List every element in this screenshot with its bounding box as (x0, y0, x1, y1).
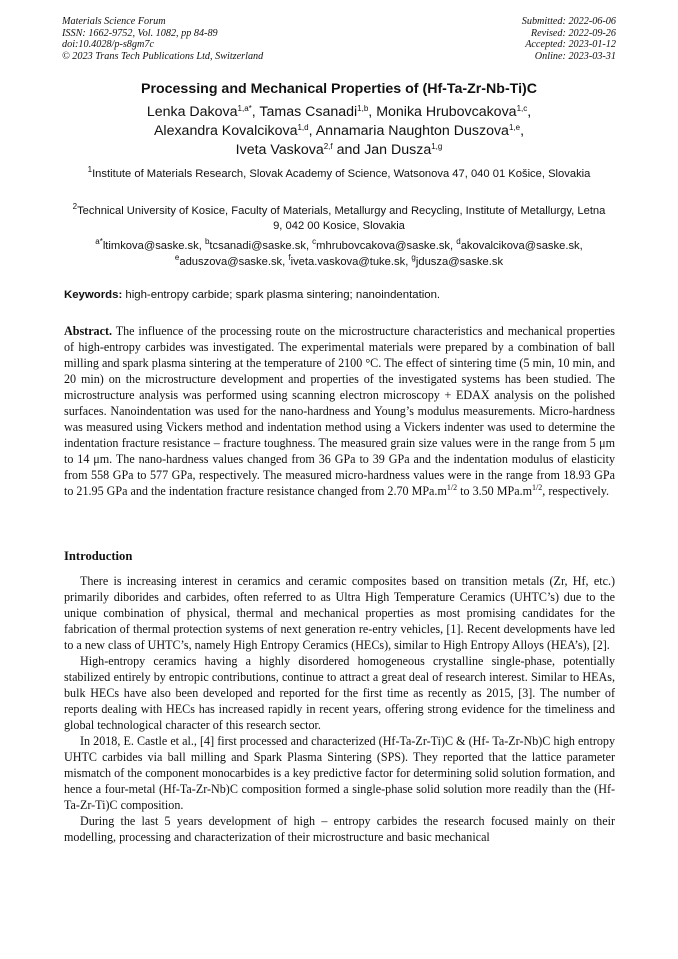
author: Tamas Csanadi$^{1,b}$ (259, 104, 369, 120)
email-link[interactable]: $^{a*}$ltimkova@saske.sk (95, 237, 199, 252)
affiliation-1: $^1$Institute of Materials Research, Slovak Academy of Science, Watsonova 47, 040 01 Košice, Slovakia (87, 165, 591, 180)
email-link[interactable]: $^d$akovalcikova@saske.sk (456, 237, 580, 252)
author: Monika Hrubovcakova$^{1,c}$ (376, 104, 528, 120)
journal-name: Materials Science Forum (62, 16, 166, 27)
paper-title: Processing and Mechanical Properties of (Hf-Ta-Zr-Nb-Ti)C (141, 81, 537, 97)
email-list: $^{a*}$ltimkova@saske.sk, $^b$tcsanadi@saske.sk, $^c$mhrubovcakova@saske.sk, $^d$akovalcikova@saske.sk, $^e$aduszova@saske.sk, $^f$iveta.vaskova@tuke.sk, $^g$jdusza@saske.sk (95, 237, 583, 268)
keywords (64, 289, 624, 301)
journal-header (62, 16, 263, 62)
abstract-label: Abstract. (64, 324, 113, 338)
author-list: Lenka Dakova$^{1,a*}$, Tamas Csanadi$^{1,b}$, Monika Hrubovcakova$^{1,c}$, Alexandra Kovalcikova$^{1,d}$, Annamaria Naughton Duszova$^{1,e}$, Iveta Vaskova$^{2,f}$ and Jan Dusza$^{1,g}$ (146, 104, 532, 158)
email-link[interactable]: $^c$mhrubovcakova@saske.sk (312, 237, 451, 252)
journal-doi[interactable]: doi:10.4028/p-s8gm7c (62, 39, 154, 51)
email-link[interactable]: $^b$tcsanadi@saske.sk (204, 237, 306, 252)
abstract-body: The influence of the processing route on the microstructure characteristics and mechanical properties of high-entropy carbides was investigated. The experimental materials were prepared by a combination of ball milling and spark plasma sintering at the temperature of 2100 °C. The effect of sintering time (5 min, 10 min, and 20 min) on the microstructure development and properties of the investigated systems has been studied. The microstructure analysis was performed using scanning electron microscopy + EDAX analysis on the polished surfaces. Nanoindentation was used for the nano-hardness and Young’s modulus measurements. Micro-hardness was measured using Vickers method and indentation method using a Vickers indenter was used to determine the indentation fracture resistance – fracture toughness. The measured grain size values were in the range from 5 μm to 14 μm. The nano-hardness values changed from 36 GPa to 39 GPa and the indentation modulus of elasticity from 558 GPa to 577 GPa, respectively. The measured micro-hardness values were in the range from 18.93 GPa to 21.95 GPa and the indentation fracture resistance changed from 2.70 MPa.m (64, 324, 615, 498)
date-online: Online: 2023-03-31 (534, 50, 616, 62)
author: Lenka Dakova$^{1,a*}$ (146, 104, 252, 120)
abstract: Abstract. The influence of the processing route on the microstructure characteristics and mechanical properties of high-entropy carbides was investigated. The experimental materials were prepared by a combination of ball milling and spark plasma sintering at the temperature of 2100 °C. The effect of sintering time (5 min, 10 min, and 20 min) on the microstructure development and properties of the investigated systems has been studied. The microstructure analysis was performed using scanning electron microscopy + EDAX analysis on the polished surfaces. Nanoindentation was used for the nano-hardness and Young’s modulus measurements. Micro-hardness was measured using Vickers method and indentation method using a Vickers indenter was used to determine the indentation fracture resistance – fracture toughness. The measured grain size values were in the range from 5 μm to 14 μm. The nano-hardness values changed from 36 GPa to 39 GPa and the indentation modulus of elasticity from 558 GPa to 577 GPa, respectively. The measured micro-hardness values were in the range from 18.93 GPa to 21.95 GPa and the indentation fracture resistance changed from 2.70 $MPa.m^{1/2}$ to 3.50 $MPa.m^{1/2}$, respectively. (64, 324, 615, 498)
keywords-label: Keywords: (64, 289, 123, 301)
section-heading-introduction: Introduction (64, 549, 133, 563)
paragraph: High-entropy ceramics having a highly disordered homogeneous crystalline single-phase, potentially stabilized entirely by entropic contributions, continue to attract a great deal of research interest. Similar to HEAs, bulk HECs have also been developed and reported for the first time as recently as 2015, [3]. The number of reports dealing with HECs has increased rapidly in recent years, offering strong evidence for the timeliness and global technological character of this research sector. (64, 654, 615, 732)
author: Jan Dusza$^{1,g}$ (364, 142, 443, 158)
email-link[interactable]: $^e$aduszova@saske.sk (174, 253, 283, 268)
paragraph: During the last 5 years development of high – entropy carbides the research focused mainly on their modelling, processing and characterization of their microstructure and basic mechanical (64, 814, 615, 844)
dates-header (522, 16, 616, 62)
author: Annamaria Naughton Duszova$^{1,e}$ (315, 123, 521, 139)
introduction-body (64, 573, 615, 845)
date-revised: Revised: 2022-09-26 (530, 27, 616, 39)
author: Iveta Vaskova$^{2,f}$ (235, 142, 333, 158)
journal-issn: ISSN: 1662-9752, Vol. 1082, pp 84-89 (62, 27, 218, 39)
paragraph: There is increasing interest in ceramics and ceramic composites based on transition metals (Zr, Hf, etc.) primarily diborides and carbides, often referred to as Ultra High Temperature Ceramics (UHTC’s) due to the unique combination of physical, thermal and mechanical properties as most promising candidates for the fabrication of thermal protection systems of next generation re-entry vehicles, [1]. Recent developments have led to a new class of UHTC’s, namely High Entropy Ceramics (HECs), similar to High Entropy Alloys (HEA’s), [2]. (64, 574, 615, 652)
date-accepted: Accepted: 2023-01-12 (525, 39, 616, 51)
affiliation-2: $^2$Technical University of Kosice, Faculty of Materials, Metallurgy and Recycling, Institute of Metallurgy, Letna 9, 042 00 Kosice, Slovakia (72, 202, 606, 232)
keywords-text: high-entropy carbide; spark plasma sintering; nanoindentation. (122, 289, 441, 301)
paragraph: In 2018, E. Castle et al., [4] first processed and characterized (Hf-Ta-Zr-Ti)C & (Hf- Ta-Zr-Nb)C high entropy UHTC carbides via ball milling and Spark Plasma Sintering (SPS). They reported that the lattice parameter mismatch of the component monocarbides is a key predictive factor for determining solid solution formation, and hence a four-metal (Hf-Ta-Zr-Nb)C composition formed a single-phase solid solution more readily than the (Hf-Ta-Zr-Ti)C composition. (64, 734, 615, 812)
journal-copyright: © 2023 Trans Tech Publications Ltd, Switzerland (62, 50, 264, 62)
email-link[interactable]: $^f$iveta.vaskova@tuke.sk (288, 253, 406, 268)
author: Alexandra Kovalcikova$^{1,d}$ (153, 123, 309, 139)
email-link[interactable]: $^g$jdusza@saske.sk (411, 253, 504, 268)
date-submitted: Submitted: 2022-06-06 (521, 16, 616, 27)
